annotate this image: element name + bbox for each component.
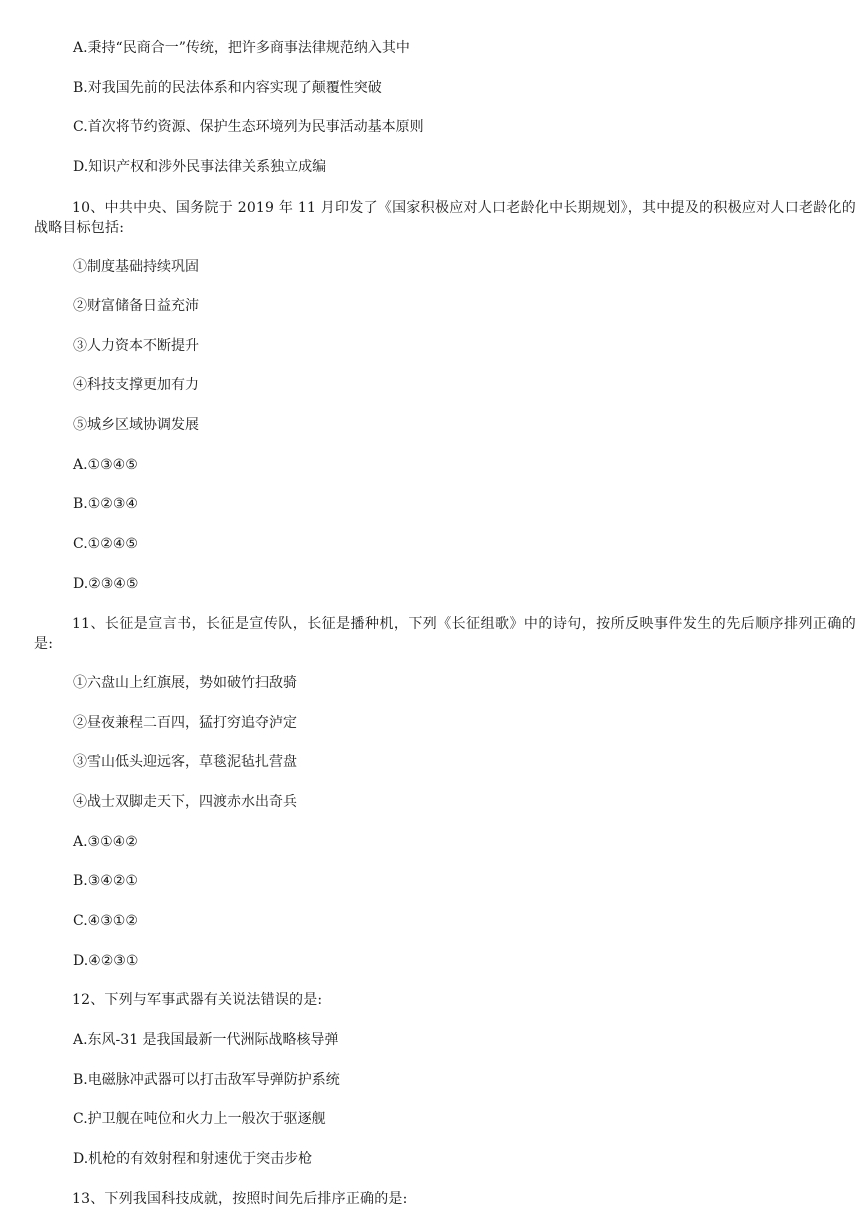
q11-item-2: ②昼夜兼程二百四，猛打穷追夺泸定 [73,715,297,731]
q10-item-4: ④科技支撑更加有力 [73,377,199,393]
q10-option-b: B.①②③④ [73,496,138,512]
q10-stem: 10、中共中央、国务院于 2019 年 11 月印发了《国家积极应对人口老龄化中长期规划》，其中提及的积极应对人口老龄化的战略目标包括: [34,200,856,236]
q10-item-5: ⑤城乡区域协调发展 [73,417,199,433]
q11-option-c: C.④③①② [73,913,138,929]
q10-option-a: A.①③④⑤ [73,457,138,473]
q12-option-b: B.电磁脉冲武器可以打击敌军导弹防护系统 [73,1072,340,1088]
q12-option-c: C.护卫舰在吨位和火力上一般次于驱逐舰 [73,1111,326,1127]
q13-stem: 13、下列我国科技成就，按照时间先后排序正确的是: [72,1191,408,1207]
q10-item-2: ②财富储备日益充沛 [73,298,199,314]
q11-item-1: ①六盘山上红旗展，势如破竹扫敌骑 [73,675,297,691]
q9-option-d: D.知识产权和涉外民事法律关系独立成编 [73,159,327,175]
q10-option-c: C.①②④⑤ [73,536,138,552]
q9-option-b: B.对我国先前的民法体系和内容实现了颠覆性突破 [73,80,382,96]
q9-option-c: C.首次将节约资源、保护生态环境列为民事活动基本原则 [73,119,424,135]
q9-option-a: A.秉持“民商合一”传统，把许多商事法律规范纳入其中 [73,40,410,56]
q11-item-3: ③雪山低头迎远客，草毯泥毡扎营盘 [73,754,297,770]
q10-option-d: D.②③④⑤ [73,576,139,592]
q10-item-3: ③人力资本不断提升 [73,338,199,354]
q12-option-d: D.机枪的有效射程和射速优于突击步枪 [73,1151,313,1167]
q10-item-1: ①制度基础持续巩固 [73,259,199,275]
q11-option-a: A.③①④② [73,834,138,850]
q11-item-4: ④战士双脚走天下，四渡赤水出奇兵 [73,794,297,810]
q12-option-a: A.东风-31 是我国最新一代洲际战略核导弹 [73,1032,339,1048]
q11-stem: 11、长征是宣言书，长征是宣传队，长征是播种机，下列《长征组歌》中的诗句，按所反映事件发生的先后顺序排列正确的是: [34,616,856,652]
q11-option-d: D.④②③① [73,953,139,969]
q12-stem: 12、下列与军事武器有关说法错误的是: [72,992,323,1008]
q11-option-b: B.③④②① [73,873,138,889]
